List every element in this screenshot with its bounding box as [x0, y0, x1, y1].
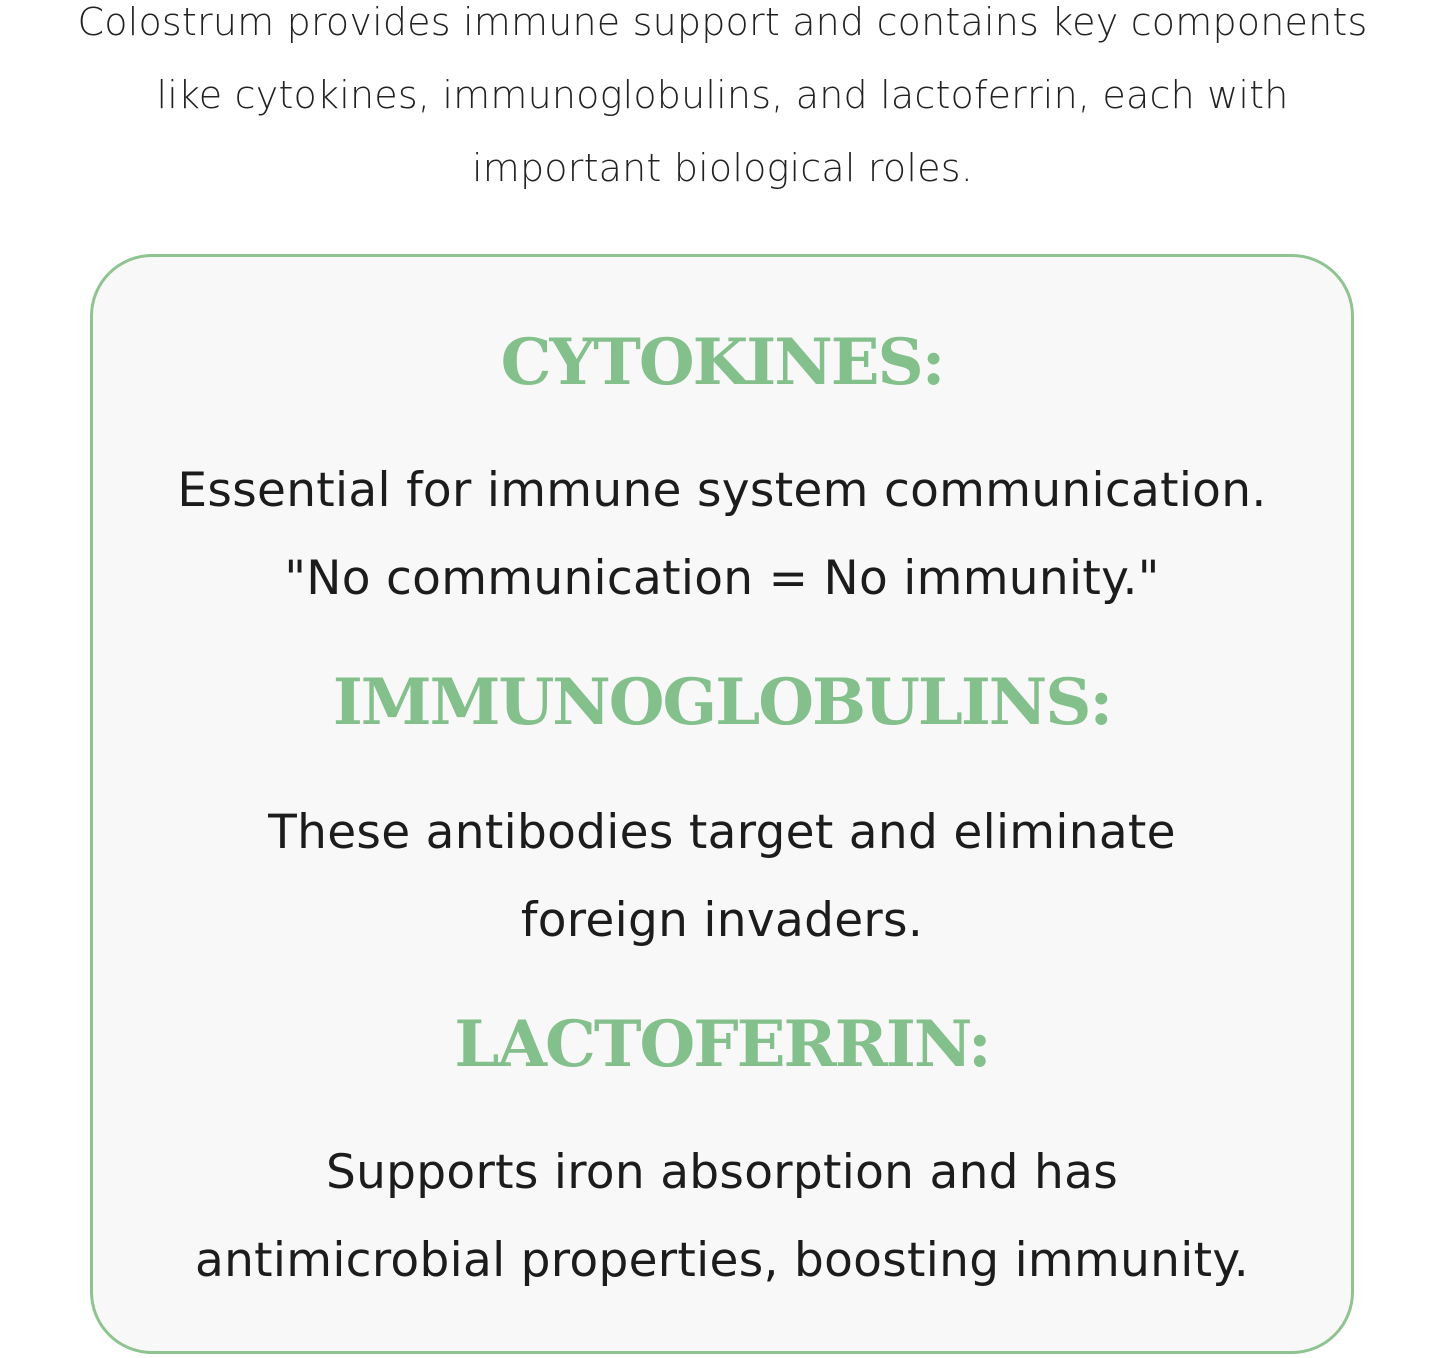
immunoglobulins-heading: IMMUNOGLOBULINS:: [332, 665, 1112, 740]
intro-paragraph: [0, 0, 1445, 205]
intro-line: important biological roles.: [472, 146, 973, 190]
lactoferrin-description-line: Supports iron absorption and has: [325, 1145, 1119, 1200]
lactoferrin-description-line: antimicrobial properties, boosting immunity.: [194, 1233, 1250, 1288]
lactoferrin-heading: LACTOFERRIN:: [454, 1007, 990, 1082]
cytokines-description-line: "No communication = No immunity.": [284, 551, 1160, 606]
cytokines-description-line: Essential for immune system communication.: [177, 463, 1267, 518]
immunoglobulins-description-line: These antibodies target and eliminate: [268, 805, 1176, 860]
cytokines-heading: CYTOKINES:: [500, 325, 944, 400]
components-card: [90, 254, 1354, 1354]
intro-line: Colostrum provides immune support and contains key components: [77, 0, 1368, 44]
cytokines-description: [93, 447, 1351, 623]
lactoferrin-description: [93, 1129, 1351, 1305]
intro-line: like cytokines, immunoglobulins, and lactoferrin, each with: [156, 73, 1289, 117]
immunoglobulins-description-line: foreign invaders.: [520, 893, 924, 948]
immunoglobulins-description: [93, 789, 1351, 965]
